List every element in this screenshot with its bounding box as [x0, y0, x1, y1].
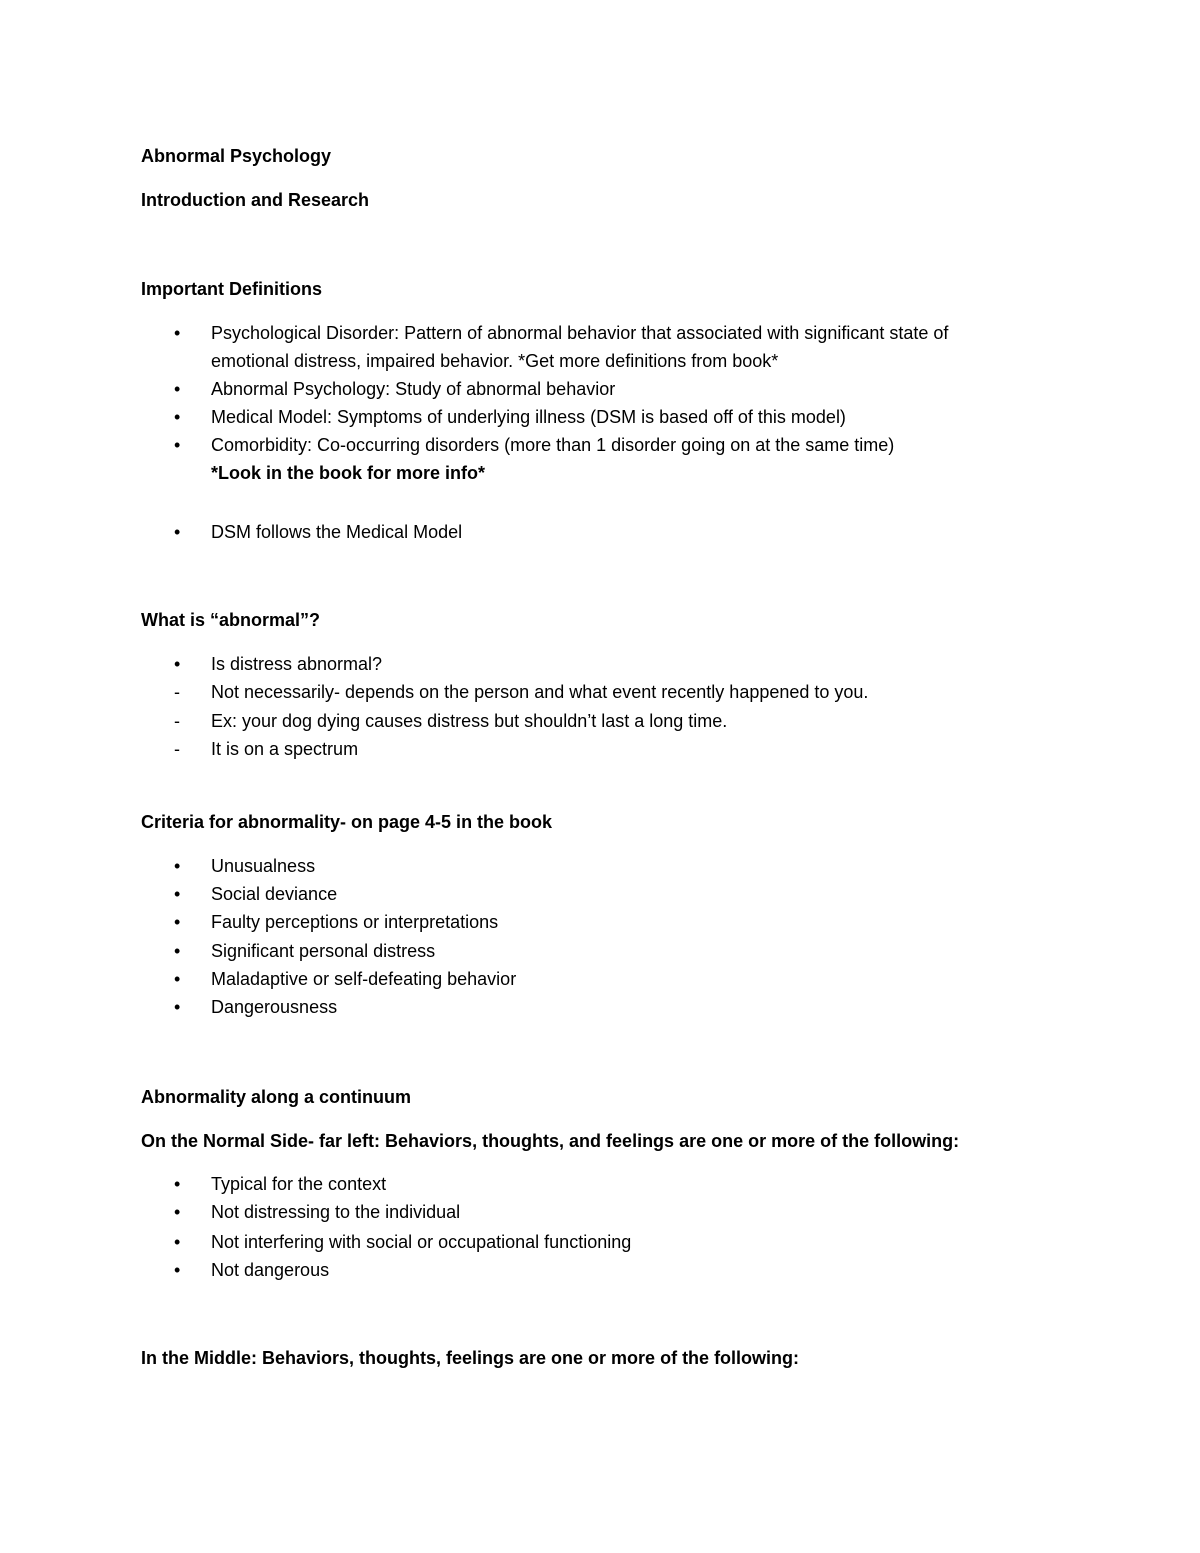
bullet-marker: • — [174, 997, 181, 1017]
bullet-marker: • — [174, 1260, 181, 1280]
list-item-text: Significant personal distress — [211, 941, 436, 961]
bullet-marker: • — [174, 941, 181, 961]
bullet-marker: • — [174, 1174, 181, 1194]
list-item-text: Ex: your dog dying causes distress but shouldn’t last a long time. — [211, 711, 728, 731]
document-title: Abnormal Psychology — [141, 146, 332, 166]
list-item-text: Unusualness — [211, 856, 316, 876]
list-item-text: Maladaptive or self-defeating behavior — [211, 969, 517, 989]
list-item-text: Psychological Disorder: Pattern of abnormal behavior that associated with significant state of — [211, 323, 949, 343]
dash-marker: - — [174, 711, 180, 731]
bullet-marker: • — [174, 323, 181, 343]
list-item-text: It is on a spectrum — [211, 739, 359, 759]
list-item-text: Comorbidity: Co-occurring disorders (more than 1 disorder going on at the same time) — [211, 435, 895, 455]
bullet-marker: • — [174, 435, 181, 455]
criteria-heading: Criteria for abnormality- on page 4-5 in the book — [141, 812, 553, 832]
normal-side-heading: On the Normal Side- far left: Behaviors, thoughts, and feelings are one or more of the following: — [141, 1131, 960, 1151]
continuum-heading: Abnormality along a continuum — [141, 1087, 412, 1107]
list-item-text: DSM follows the Medical Model — [211, 522, 463, 542]
dash-marker: - — [174, 682, 180, 702]
dash-marker: - — [174, 739, 180, 759]
list-item-text: Not distressing to the individual — [211, 1202, 461, 1222]
list-item-text: Abnormal Psychology: Study of abnormal behavior — [211, 379, 616, 399]
definitions-heading: Important Definitions — [141, 279, 322, 299]
middle-heading: In the Middle: Behaviors, thoughts, feelings are one or more of the following: — [141, 1348, 800, 1368]
bullet-marker: • — [174, 1232, 181, 1252]
list-item-text: Not necessarily- depends on the person and what event recently happened to you. — [211, 682, 869, 702]
list-item-text: Social deviance — [211, 884, 338, 904]
list-item-text: Faulty perceptions or interpretations — [211, 912, 499, 932]
bullet-marker: • — [174, 522, 181, 542]
list-item-text: Medical Model: Symptoms of underlying illness (DSM is based off of this model) — [211, 407, 846, 427]
list-item-text: Dangerousness — [211, 997, 338, 1017]
bullet-marker: • — [174, 969, 181, 989]
bullet-marker: • — [174, 912, 181, 932]
list-item-text: Not interfering with social or occupational functioning — [211, 1232, 632, 1252]
list-item-note: *Look in the book for more info* — [211, 463, 485, 483]
bullet-marker: • — [174, 884, 181, 904]
bullet-marker: • — [174, 654, 181, 674]
list-item-text: Typical for the context — [211, 1174, 387, 1194]
abnormal-heading: What is “abnormal”? — [141, 610, 321, 630]
list-item-text: Is distress abnormal? — [211, 654, 383, 674]
bullet-marker: • — [174, 379, 181, 399]
list-item-text: Not dangerous — [211, 1260, 330, 1280]
document-subtitle: Introduction and Research — [141, 190, 370, 210]
bullet-marker: • — [174, 1202, 181, 1222]
list-item-text-continued: emotional distress, impaired behavior. *Get more definitions from book* — [211, 351, 779, 371]
bullet-marker: • — [174, 856, 181, 876]
bullet-marker: • — [174, 407, 181, 427]
